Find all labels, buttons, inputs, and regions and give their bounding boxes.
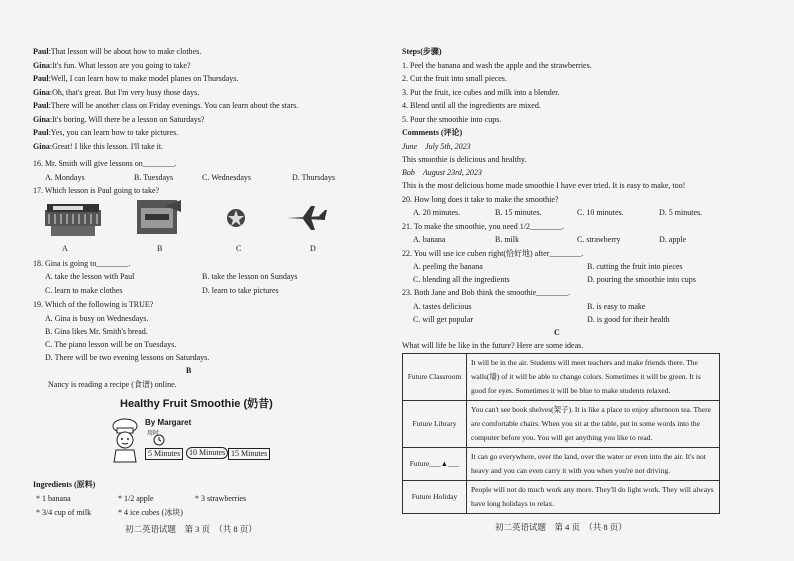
dialog-separator: :	[48, 128, 51, 137]
dialog-separator: :	[49, 142, 53, 151]
q18-stem: 18. Gina is going to________.	[33, 259, 131, 268]
comment-meta: June July 5th, 2023	[402, 142, 471, 151]
q18-option-d[interactable]: D. learn to take pictures	[202, 286, 279, 295]
dialog-text: Oh, that's great. But I'm very busy those days.	[52, 88, 200, 97]
right-page	[397, 0, 794, 561]
table-key: Future Library	[403, 401, 467, 448]
dialog-separator: :	[49, 61, 53, 70]
q17-label-b: B	[157, 244, 163, 253]
ingredient-item: * 3 strawberries	[195, 494, 247, 503]
table-row	[403, 481, 720, 514]
ingredients-title: Ingredients (原料)	[33, 480, 96, 489]
q22-option-a[interactable]: A. peeling the banana	[413, 262, 483, 271]
dialog-line	[33, 116, 204, 124]
q23-option-b[interactable]: B. is easy to make	[587, 302, 646, 311]
page-footer-left: 初二英语试题 第 3 页 （共 8 页）	[125, 524, 257, 534]
dialog-text: Yes, you can learn how to take pictures.	[50, 128, 179, 137]
dialog-speaker: Paul	[33, 47, 49, 56]
time-option-5[interactable]: 5 Minutes	[145, 448, 183, 460]
q17-label-d: D	[310, 244, 316, 253]
dialog-separator: :	[48, 74, 51, 83]
q22-option-d[interactable]: D. pouring the smoothie into cups	[587, 275, 696, 284]
q19-stem: 19. Which of the following is TRUE?	[33, 300, 154, 309]
sewing-machine-picture[interactable]	[43, 200, 103, 238]
dialog-line	[33, 48, 201, 56]
dialog-line	[33, 75, 238, 83]
dialog-speaker: Gina	[33, 61, 50, 70]
future-ideas-table	[402, 353, 720, 514]
step-item: 3. Put the fruit, ice cubes and milk into a blender.	[402, 88, 560, 97]
q17-label-c: C	[236, 244, 242, 253]
dialog-speaker: Paul	[33, 128, 49, 137]
comment-meta: Bob August 23rd, 2023	[402, 168, 482, 177]
comments-title: Comments (评论)	[402, 128, 463, 137]
q20-option-b[interactable]: B. 15 minutes.	[495, 208, 542, 217]
dialog-speaker: Gina	[33, 115, 50, 124]
q16-option-d[interactable]: D. Thursdays	[292, 173, 335, 182]
section-b-intro: Nancy is reading a recipe (食谱) online.	[48, 380, 177, 389]
table-value: You can't see book shelves(架子). It is like a place to enjoy afternoon tea. There are comfortable chairs. When you sit at the table, put in some words into the computer before you. You will get anything you like to read.	[467, 401, 720, 448]
q21-stem: 21. To make the smoothie, you need 1/2________.	[402, 222, 564, 231]
q22-option-b[interactable]: B. cutting the fruit into pieces	[587, 262, 683, 271]
q20-stem: 20. How long does it take to make the smoothie?	[402, 195, 559, 204]
q19-option-a[interactable]: A. Gina is busy on Wednesdays.	[45, 314, 149, 323]
table-row	[403, 354, 720, 401]
q16-option-b[interactable]: B. Tuesdays	[134, 173, 174, 182]
ingredient-item: * 1 banana	[36, 494, 71, 503]
oven-picture[interactable]	[135, 198, 183, 238]
ingredient-item: * 3/4 cup of milk	[36, 508, 92, 517]
ingredient-item: * 1/2 apple	[118, 494, 154, 503]
q16-option-c[interactable]: C. Wednesdays	[202, 173, 251, 182]
table-value: People will not do much work any more. They'll do light work. They will always have long holidays to relax.	[467, 481, 720, 514]
page-footer-right: 初二英语试题 第 4 页 （共 8 页）	[495, 522, 627, 532]
q18-option-b[interactable]: B. take the lesson on Sundays	[202, 272, 298, 281]
steps-title: Steps(步骤)	[402, 47, 442, 56]
q19-option-b[interactable]: B. Gina likes Mr. Smith's bread.	[45, 327, 148, 336]
q20-option-d[interactable]: D. 5 minutes.	[659, 208, 703, 217]
dialog-line	[33, 62, 191, 70]
q23-stem: 23. Both Jane and Bob think the smoothie________.	[402, 288, 571, 297]
q23-option-c[interactable]: C. will get popular	[413, 315, 473, 324]
dialog-separator: :	[49, 115, 53, 124]
dialog-separator: :	[49, 88, 53, 97]
dialog-text: That lesson will be about how to make clothes.	[50, 47, 202, 56]
prep-time-label: 用时	[147, 431, 160, 437]
step-item: 2. Cut the fruit into small pieces.	[402, 74, 507, 83]
comment-text: This is the most delicious home made smoothie I have ever tried. It is easy to make, too!	[402, 181, 686, 190]
q20-option-c[interactable]: C. 10 minutes.	[577, 208, 624, 217]
section-c-intro: What will life be like in the future? Here are some ideas.	[402, 341, 584, 350]
star-picture[interactable]	[222, 204, 252, 232]
section-b-heading: B	[186, 366, 192, 375]
table-key: Future___▲___	[403, 448, 467, 481]
dialog-text: It's fun. What lesson are you going to take?	[52, 61, 191, 70]
q18-option-c[interactable]: C. learn to make clothes	[45, 286, 123, 295]
dialog-separator: :	[48, 47, 51, 56]
dialog-text: Great! I like this lesson. I'll take it.	[52, 142, 164, 151]
dialog-speaker: Paul	[33, 74, 49, 83]
dialog-text: It's boring. Will there be a lesson on Saturdays?	[52, 115, 205, 124]
table-key: Future Holiday	[403, 481, 467, 514]
q23-option-a[interactable]: A. tastes delicious	[413, 302, 472, 311]
dialog-text: There will be another class on Friday evenings. You can learn about the stars.	[50, 101, 299, 110]
chef-icon	[108, 418, 142, 464]
table-value: It will be in the air. Students will meet teachers and make friends there. The walls(墙) of it will be able to change colors. Sometimes it will be green. It is good for eyes. Sometimes it will be blue to make students relaxed.	[467, 354, 720, 401]
q19-option-c[interactable]: C. The piano lesson will be on Tuesdays.	[45, 340, 177, 349]
model-plane-picture[interactable]	[285, 204, 327, 232]
q16-option-a[interactable]: A. Mondays	[45, 173, 85, 182]
dialog-speaker: Paul	[33, 101, 49, 110]
dialog-speaker: Gina	[33, 142, 50, 151]
comment-text: This smoothie is delicious and healthy.	[402, 155, 527, 164]
q22-stem: 22. You will use ice cuben right(恰好地) after________.	[402, 249, 584, 258]
q22-option-c[interactable]: C. blending all the ingredients	[413, 275, 510, 284]
table-value: It can go everywhere, over the land, over the water or even into the air. It's not heavy and you can even carry it with you when you're not driving.	[467, 448, 720, 481]
dialog-text: Well, I can learn how to make model planes on Thursdays.	[50, 74, 239, 83]
dialog-separator: :	[48, 101, 51, 110]
q21-option-d[interactable]: D. apple	[659, 235, 687, 244]
q21-option-a[interactable]: A. banana	[413, 235, 446, 244]
step-item: 4. Blend until all the ingredients are mixed.	[402, 101, 541, 110]
table-row	[403, 448, 720, 481]
q17-stem: 17. Which lesson is Paul going to take?	[33, 186, 160, 195]
q21-option-c[interactable]: C. strawberry	[577, 235, 621, 244]
q21-option-b[interactable]: B. milk	[495, 235, 520, 244]
time-option-10[interactable]: 10 Minutes	[186, 447, 228, 459]
recipe-author: By Margaret	[145, 418, 192, 427]
table-row	[403, 401, 720, 448]
q23-option-d[interactable]: D. is good for their health	[587, 315, 670, 324]
q16-stem: 16. Mr. Smith will give lessons on________.	[33, 159, 177, 168]
clock-icon	[153, 434, 165, 446]
q19-option-d[interactable]: D. There will be two evening lessons on Saturdays.	[45, 353, 210, 362]
time-option-15[interactable]: 15 Minutes	[228, 448, 270, 460]
table-key: Future Classroom	[403, 354, 467, 401]
recipe-title: Healthy Fruit Smoothie (奶昔)	[120, 398, 273, 410]
q17-label-a: A	[62, 244, 68, 253]
step-item: 1. Peel the banana and wash the apple and the strawberries.	[402, 61, 592, 70]
dialog-line	[33, 102, 298, 110]
dialog-line	[33, 129, 178, 137]
step-item: 5. Pour the smoothie into cups.	[402, 115, 502, 124]
section-c-heading: C	[554, 328, 560, 337]
dialog-line	[33, 89, 199, 97]
q18-option-a[interactable]: A. take the lesson with Paul	[45, 272, 135, 281]
ingredient-item: * 4 ice cubes (冰块)	[118, 508, 183, 517]
dialog-speaker: Gina	[33, 88, 50, 97]
q20-option-a[interactable]: A. 20 minutes.	[413, 208, 461, 217]
dialog-line	[33, 143, 163, 151]
